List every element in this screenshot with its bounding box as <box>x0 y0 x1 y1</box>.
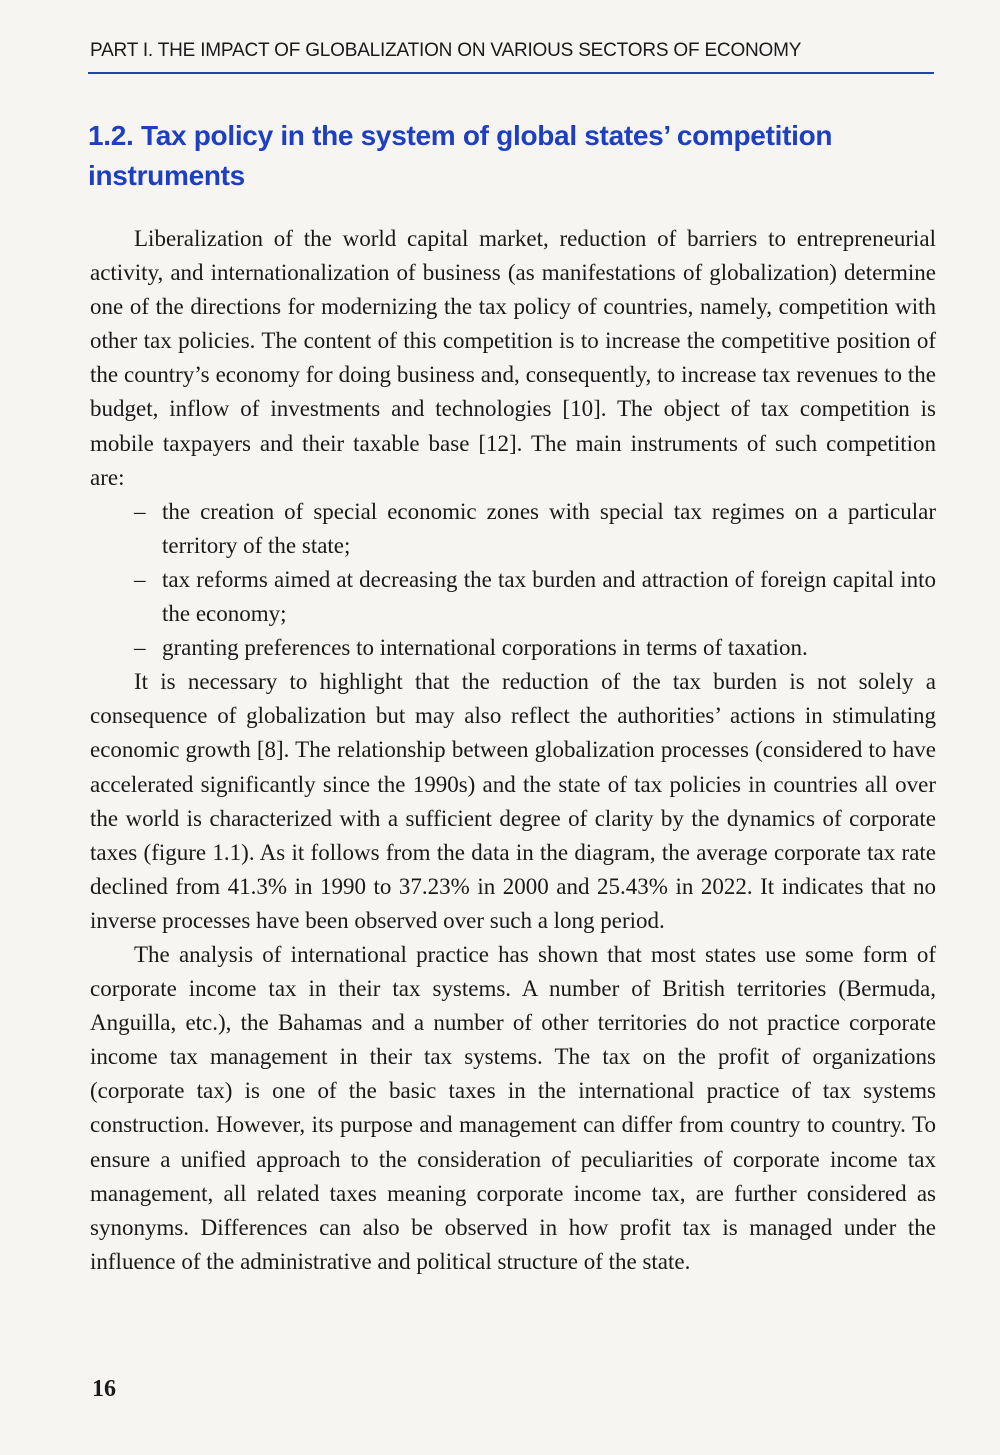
list-item: – tax reforms aimed at decreasing the tax burden and attraction of foreign capital into the economy; <box>162 563 936 631</box>
list-item: – the creation of special economic zones with special tax regimes on a particular territory of the state; <box>162 495 936 563</box>
page-number: 16 <box>92 1376 116 1402</box>
paragraph-tax-burden: It is necessary to highlight that the reduction of the tax burden is not solely a consequence of globalization but may also reflect the authorities’ actions in stimulating economic growth [8]. The relationship between globalization processes (considered to have accelerated significantly since the 1990s) and the state of tax policies in countries all over the world is characterized with a sufficient degree of clarity by the dynamics of corporate taxes (figure 1.1). As it follows from the data in the diagram, the average corporate tax rate declined from 41.3% in 1990 to 37.23% in 2000 and 25.43% in 2022. It indicates that no inverse processes have been observed over such a long period. <box>90 669 936 933</box>
running-header: PART I. THE IMPACT OF GLOBALIZATION ON VARIOUS SECTORS OF ECONOMY <box>90 40 802 61</box>
header-divider <box>88 72 934 74</box>
list-item: – granting preferences to international corporations in terms of taxation. <box>162 631 936 665</box>
section-title: 1.2. Tax policy in the system of global states’ competition instruments <box>88 120 833 191</box>
body-text <box>90 222 936 1279</box>
paragraph-international-practice: The analysis of international practice has shown that most states use some form of corporate income tax in their tax systems. A number of British territories (Bermuda, Anguilla, etc.), the Bahamas and a number of other territories do not practice corporate income tax management in their tax systems. The tax on the profit of organizations (corporate tax) is one of the basic taxes in the international practice of tax systems construction. However, its purpose and management can differ from country to country. To ensure a unified approach to the consideration of peculiarities of corporate income tax management, all related taxes meaning corporate income tax, are further considered as synonyms. Differences can also be observed in how profit tax is managed under the influence of the administrative and political structure of the state. <box>90 941 936 1274</box>
instruments-list <box>90 495 936 665</box>
paragraph-intro: Liberalization of the world capital market, reduction of barriers to entrepreneurial activity, and internationalization of business (as manifestations of globalization) determine one of the directions for modernizing the tax policy of countries, namely, competition with other tax policies. The content of this competition is to increase the competitive position of the country’s economy for doing business and, consequently, to increase tax revenues to the budget, inflow of investments and technologies [10]. The object of tax competition is mobile taxpayers and their taxable base [12]. The main instruments of such competition are: <box>90 226 936 490</box>
